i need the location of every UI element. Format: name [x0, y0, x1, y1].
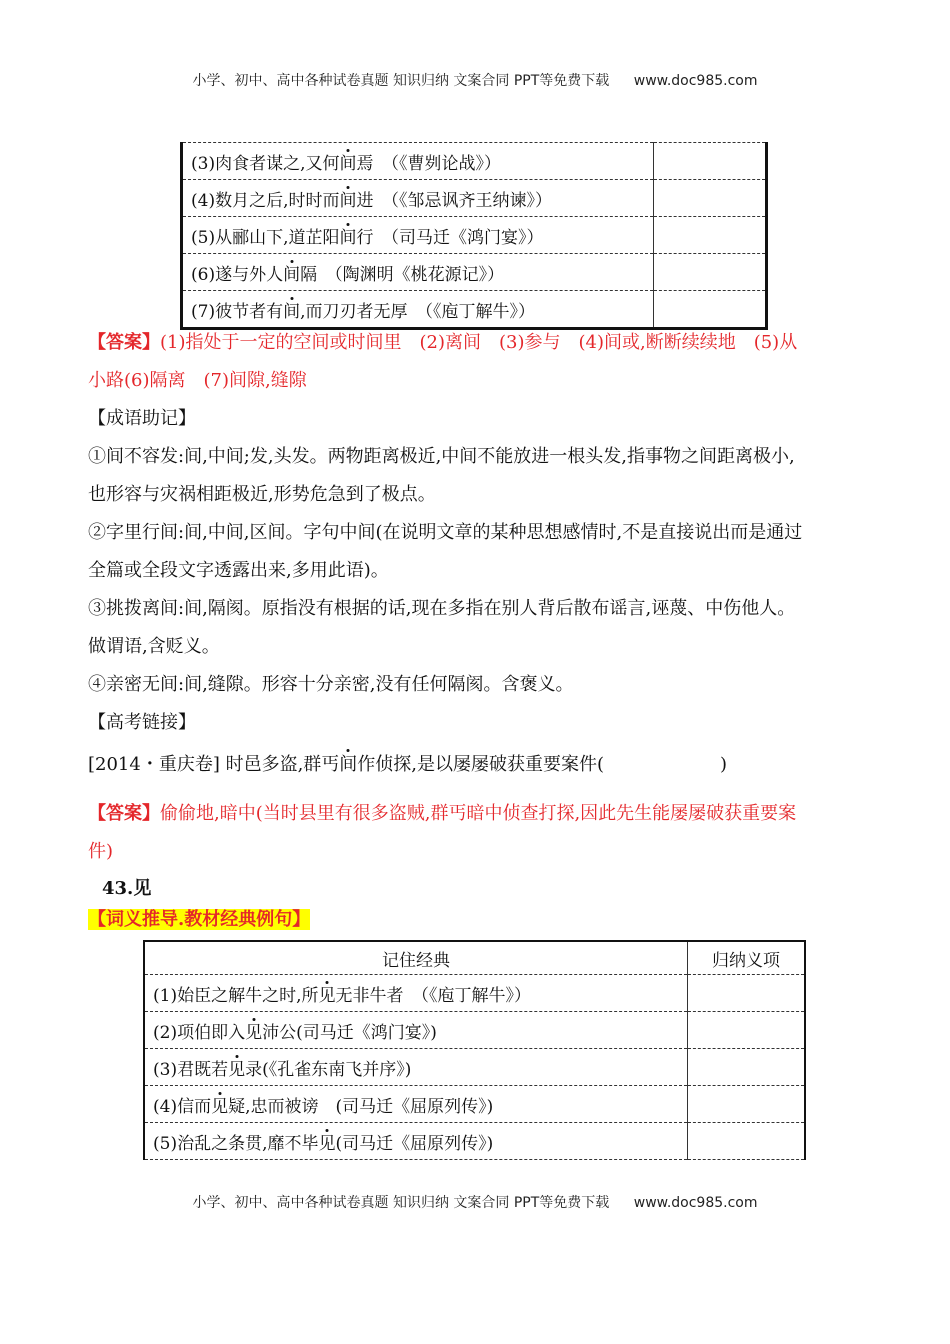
footer-text: 小学、初中、高中各种试卷真题 知识归纳 文案合同 PPT等免费下载 — [192, 1195, 610, 1211]
meaning-cell[interactable] — [688, 1123, 806, 1160]
example-cell: (5)从郦山下,道芷阳间行 （司马迁《鸿门宴》） — [182, 217, 654, 254]
meaning-cell[interactable] — [654, 217, 767, 254]
footer-url[interactable]: www.doc985.com — [633, 1195, 758, 1211]
table-row — [144, 1049, 805, 1086]
example-cell: (5)治乱之条贯,靡不毕见(司马迁《屈原列传》) — [144, 1123, 688, 1160]
meaning-cell[interactable] — [688, 1049, 806, 1086]
example-cell: (7)彼节者有间,而刀刃者无厚 （《庖丁解牛》） — [191, 301, 535, 322]
example-cell: (2)项伯即入见沛公(司马迁《鸿门宴》) — [144, 1012, 688, 1049]
table-row — [182, 254, 767, 291]
table-row — [182, 291, 767, 329]
answer-label: 【答案】 — [88, 803, 160, 824]
table-row — [144, 1012, 805, 1049]
answer-block-1 — [88, 324, 868, 400]
column-header: 归纳义项 — [688, 941, 806, 975]
answer-text: 偷偷地,暗中(当时县里有很多盗贼,群丐暗中侦查打探,因此先生能屡屡破获重要案 — [160, 803, 797, 824]
meaning-cell[interactable] — [654, 180, 767, 217]
page-footer — [0, 1192, 950, 1212]
answer-block-2 — [88, 795, 868, 871]
table-row — [182, 217, 767, 254]
answer-label: 【答案】 — [88, 332, 160, 353]
example-cell: (3)君既若见录(《孔雀东南飞并序》) — [144, 1049, 688, 1086]
section-title: 【高考链接】 — [88, 712, 196, 733]
example-cell: (3)肉食者谋之,又何间焉 （《曹刿论战》） — [182, 143, 654, 180]
idiom-text: ③挑拨离间:间,隔阂。原指没有根据的话,现在多指在别人背后散布谣言,诬蔑、中伤他人。 — [88, 598, 796, 619]
table-row — [144, 975, 805, 1012]
table-header-row — [144, 941, 805, 975]
header-text: 小学、初中、高中各种试卷真题 知识归纳 文案合同 PPT等免费下载 — [192, 73, 610, 89]
section-heading: 43.见 — [102, 878, 152, 899]
table-row — [144, 1086, 805, 1123]
example-cell: (4)数月之后,时时而间进 （《邹忌讽齐王纳谏》） — [182, 180, 654, 217]
table-jian-examples — [180, 142, 768, 330]
meaning-cell[interactable] — [688, 1012, 806, 1049]
section-tag-row — [88, 906, 868, 934]
answer-text: (1)指处于一定的空间或时间里 (2)离间 (3)参与 (4)间或,断断续续地 (5)从 — [160, 332, 798, 353]
meaning-cell[interactable] — [654, 143, 767, 180]
section-tag: 【词义推导.教材经典例句】 — [88, 909, 311, 930]
idiom-text: 也形容与灾祸相距极近,形势危急到了极点。 — [88, 484, 436, 505]
idiom-text: 全篇或全段文字透露出来,多用此语)。 — [88, 560, 389, 581]
table-row — [144, 1123, 805, 1160]
idiom-text: 做谓语,含贬义。 — [88, 636, 220, 657]
idiom-text: ②字里行间:间,中间,区间。字句中间(在说明文章的某种思想感情时,不是直接说出而是通过 — [88, 522, 803, 543]
idiom-text: ④亲密无间:间,缝隙。形容十分亲密,没有任何隔阂。含褒义。 — [88, 674, 574, 695]
meaning-cell[interactable] — [654, 254, 767, 291]
example-cell: (1)始臣之解牛之时,所见无非牛者 （《庖丁解牛》） — [144, 975, 688, 1012]
table-row — [182, 143, 767, 180]
column-header: 记住经典 — [144, 941, 688, 975]
header-url[interactable]: www.doc985.com — [633, 73, 758, 89]
meaning-cell[interactable] — [688, 1086, 806, 1123]
table-xian-examples — [143, 940, 806, 1160]
page-header — [0, 70, 950, 90]
table-row — [182, 180, 767, 217]
gaokao-question: [2014・重庆卷] 时邑多盗,群丐间作侦探,是以屡屡破获重要案件( ) — [88, 754, 728, 775]
answer-text: 小路(6)隔离 (7)间隙,缝隙 — [88, 370, 307, 391]
section-title: 【成语助记】 — [88, 408, 196, 429]
meaning-cell[interactable] — [654, 291, 767, 329]
meaning-cell[interactable] — [688, 975, 806, 1012]
answer-text: 件) — [88, 841, 114, 862]
example-cell: (4)信而见疑,忠而被谤 (司马迁《屈原列传》) — [144, 1086, 688, 1123]
idioms-section — [88, 400, 868, 742]
idiom-text: ①间不容发:间,中间;发,头发。两物距离极近,中间不能放进一根头发,指事物之间距离极小, — [88, 446, 795, 467]
example-cell: (6)遂与外人间隔 （陶渊明《桃花源记》） — [182, 254, 654, 291]
